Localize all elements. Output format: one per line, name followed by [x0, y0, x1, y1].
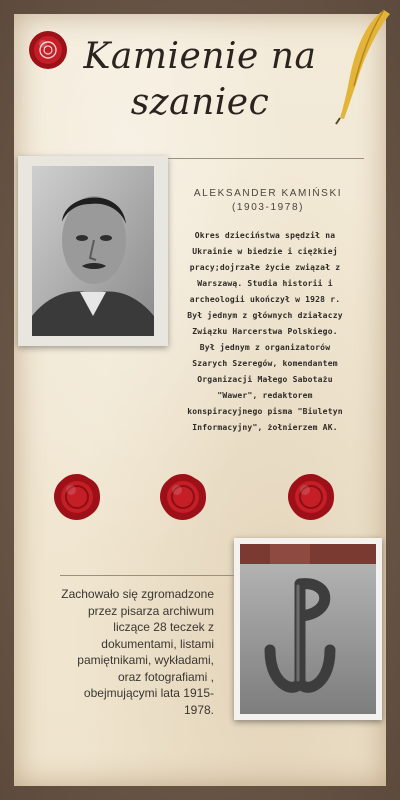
bio-line: Ukrainie w biedzie i ciężkiej	[192, 247, 338, 256]
archive-line: Zachowało się zgromadzone	[61, 587, 214, 601]
archive-line: oraz fotografiami ,	[117, 669, 214, 684]
symbol-photo	[234, 538, 382, 720]
header-divider	[168, 158, 364, 159]
bio-line: Okres dzieciństwa spędził na	[194, 231, 336, 240]
person-name: ALEKSANDER KAMIŃSKI	[193, 188, 343, 199]
bio-line: Informacyjny", żołnierzem AK.	[192, 423, 338, 432]
bio-line: Warszawą. Studia historii i	[197, 279, 333, 288]
bio-line: Organizacji Małego Sabotażu	[197, 375, 333, 384]
bio-line: archeologii ukończył w 1928 r.	[189, 295, 341, 304]
wax-seal-icon	[28, 30, 68, 70]
bio-line: Był jednym z głównych działaczy	[187, 311, 343, 320]
title-line-2: szaniec	[130, 82, 270, 123]
archive-divider	[60, 575, 234, 576]
archive-line: pamiętnikami, wykładami,	[77, 653, 214, 667]
bio-line: Szarych Szeregów, komendantem	[192, 359, 338, 368]
archive-line: przez pisarza archiwum	[87, 603, 214, 618]
archive-line: 1978.	[183, 702, 214, 717]
anchor-symbol-icon	[240, 544, 376, 714]
title-line-1: Kamienie na	[83, 36, 317, 77]
archive-line: obejmującymi lata 1915-	[83, 686, 214, 700]
bio-line: konspiracyjnego pisma "Biuletyn	[187, 407, 343, 416]
archive-line: liczące 28 teczek z	[113, 620, 214, 634]
quill-icon	[330, 6, 394, 126]
page-title	[80, 34, 320, 126]
bio-line: Związku Harcerstwa Polskiego.	[192, 327, 338, 336]
portrait-image	[32, 166, 154, 336]
bio-line: Był jednym z organizatorów	[199, 343, 331, 352]
wax-seal-icon	[286, 472, 336, 522]
portrait-photo	[18, 156, 168, 346]
archive-text	[44, 586, 214, 718]
wax-seal-icon	[158, 472, 208, 522]
archive-line: dokumentami, listami	[101, 636, 214, 651]
biography-text	[158, 228, 372, 436]
bio-line: "Wawer", redaktorem	[217, 391, 313, 400]
bio-line: pracy;dojrzałe życie związał z	[189, 263, 341, 272]
person-years: (1903-1978)	[231, 202, 305, 213]
wax-seal-icon	[52, 472, 102, 522]
